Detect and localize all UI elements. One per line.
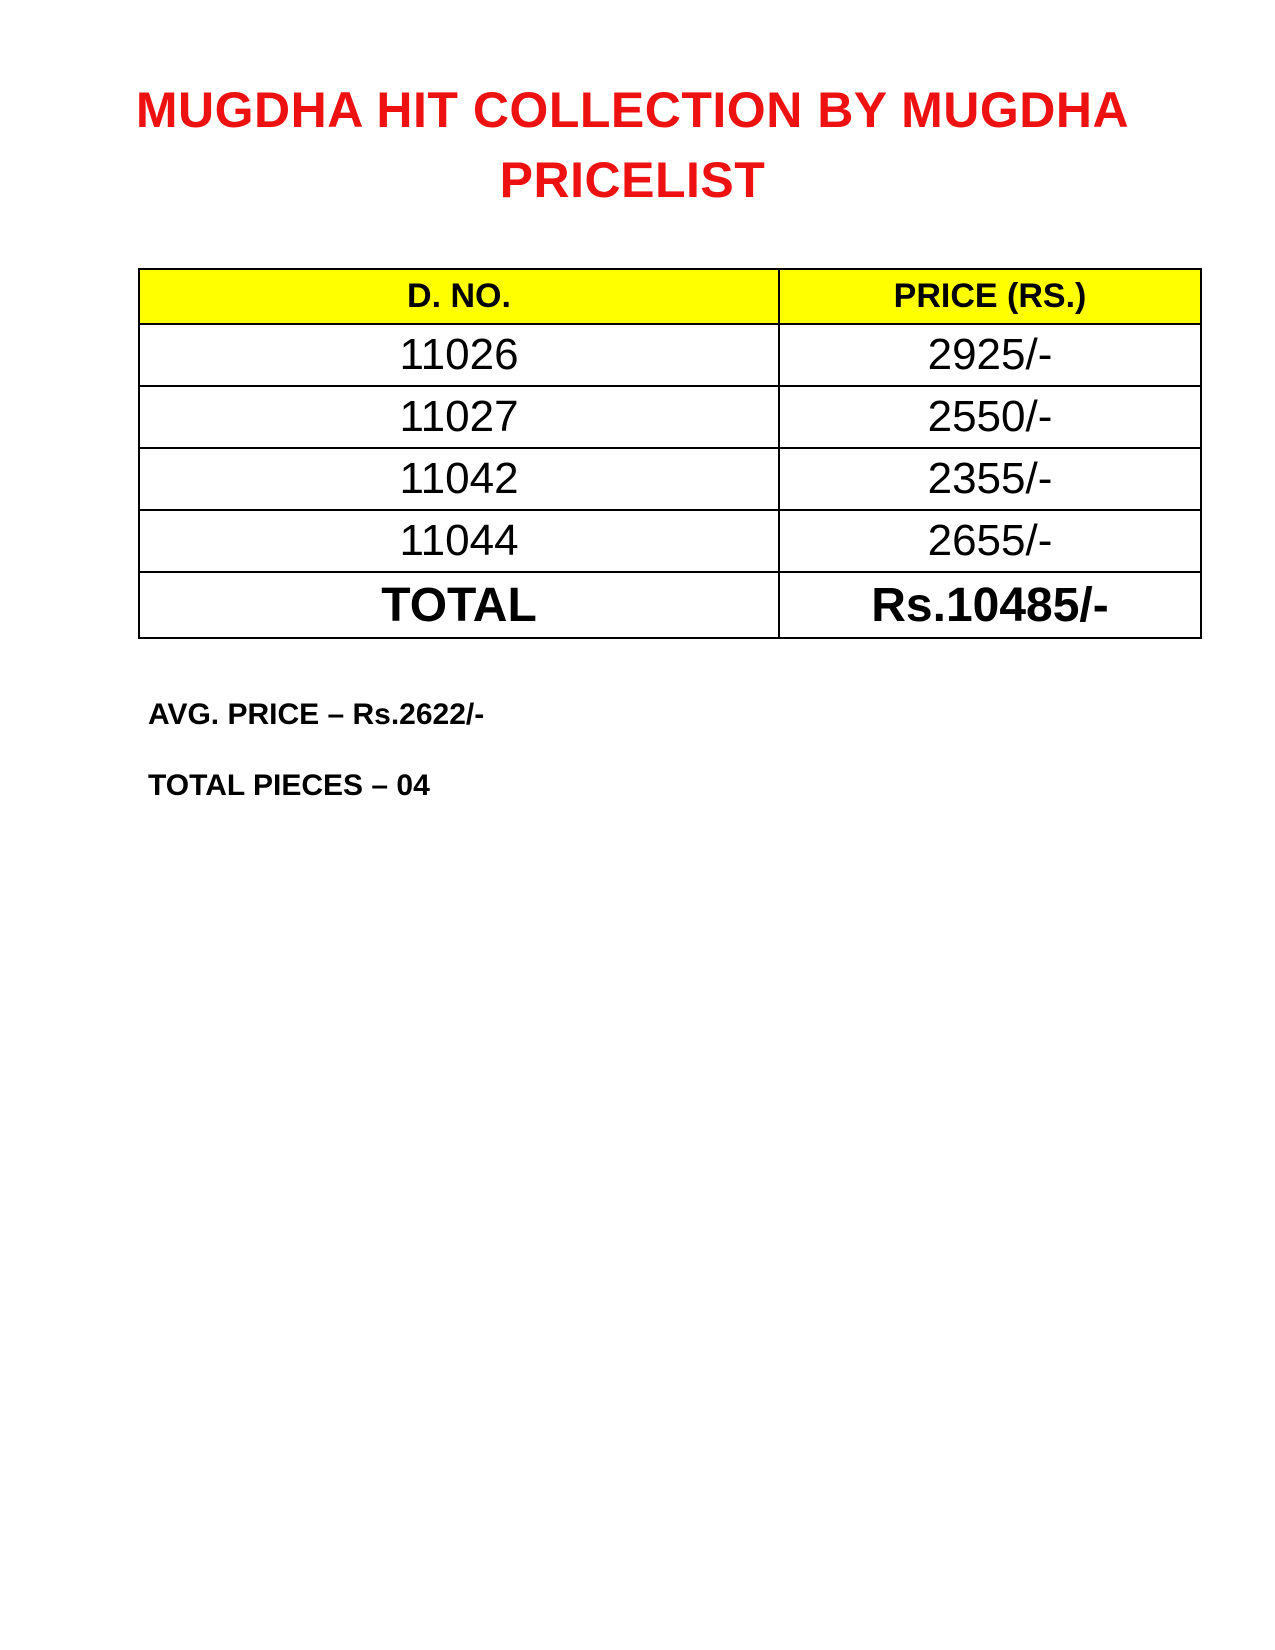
table-header-row — [139, 269, 1201, 324]
table-row — [139, 324, 1201, 386]
document-subtitle: PRICELIST — [499, 152, 766, 208]
document-title: MUGDHA HIT COLLECTION BY MUGDHA — [135, 82, 1130, 138]
header-design-no: D. NO. — [139, 269, 779, 324]
table-row — [139, 386, 1201, 448]
total-value: Rs.10485/- — [779, 572, 1201, 638]
design-no-cell: 11027 — [139, 386, 779, 448]
design-no-cell: 11026 — [139, 324, 779, 386]
total-label: TOTAL — [139, 572, 779, 638]
price-cell: 2925/- — [779, 324, 1201, 386]
total-pieces: TOTAL PIECES – 04 — [148, 769, 430, 802]
header-price: PRICE (RS.) — [779, 269, 1201, 324]
price-cell: 2655/- — [779, 510, 1201, 572]
price-table — [138, 268, 1202, 639]
design-no-cell: 11042 — [139, 448, 779, 510]
price-cell: 2550/- — [779, 386, 1201, 448]
price-cell: 2355/- — [779, 448, 1201, 510]
average-price: AVG. PRICE – Rs.2622/- — [148, 698, 485, 731]
total-row — [139, 572, 1201, 638]
table-row — [139, 510, 1201, 572]
table-row — [139, 448, 1201, 510]
design-no-cell: 11044 — [139, 510, 779, 572]
